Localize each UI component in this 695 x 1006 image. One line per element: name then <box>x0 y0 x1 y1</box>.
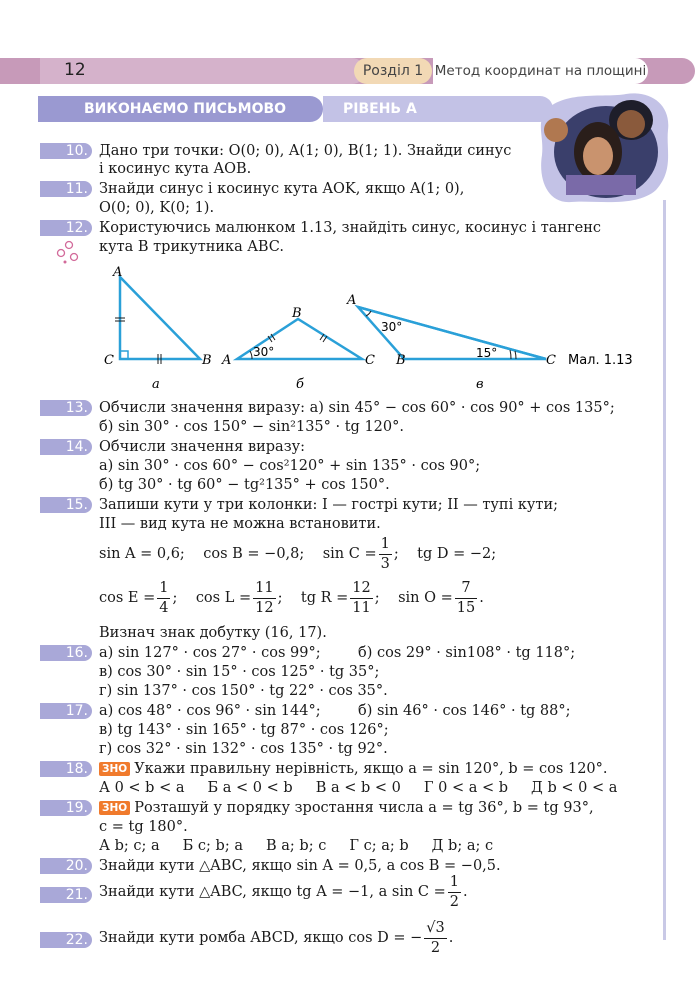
page-header <box>0 58 695 84</box>
problem-text: а) sin 127° · cos 27° · cos 99°; <box>99 645 321 661</box>
answer-options: А b; c; a Б c; b; a В a; b; c Г c; a; b Д b; a; c <box>99 838 494 854</box>
problem-number: 22. <box>40 932 92 948</box>
fraction: $\frac{√3}{2}$ <box>426 919 445 956</box>
problem-text: Запиши кути у три колонки: I — гострі кути; II — тупі кути; <box>99 497 559 513</box>
answer-options: А 0 < b < a Б a < 0 < b В a < b < 0 Г 0 < a < b Д b < 0 < a <box>99 780 618 796</box>
vertex-label: C <box>365 353 375 368</box>
angle-label: 30° <box>381 320 403 334</box>
problem-number: 12. <box>40 220 92 236</box>
problem-text: Знайди синус і косинус кута AOK, якщо A(1; 0), <box>99 181 465 197</box>
section-label: Розділ 1 <box>354 58 432 84</box>
figure-triangles <box>100 262 660 397</box>
subfigure-label: в <box>476 377 484 392</box>
zno-badge: ЗНО <box>99 801 130 815</box>
problem-text: Дано три точки: O(0; 0), A(1; 0), B(1; 1). Знайди синус <box>99 143 512 159</box>
zno-badge: ЗНО <box>99 762 130 776</box>
vertex-label: A <box>347 293 357 308</box>
expr: sin C = <box>322 546 377 562</box>
problem-number: 15. <box>40 497 92 513</box>
problem-text: а) cos 48° · cos 96° · sin 144°; <box>99 703 321 719</box>
problem-number: 20. <box>40 858 92 874</box>
problem-text: Знайди кути ромба ABCD, якщо cos D = − $\frac{√3}{2}$ . <box>99 919 454 956</box>
problem-number: 13. <box>40 400 92 416</box>
instruction-text: Визнач знак добутку (16, 17). <box>99 625 327 641</box>
vertex-label: B <box>202 353 212 368</box>
problem-text: III — вид кута не можна встановити. <box>99 516 381 532</box>
problem-text: в) cos 30° · sin 15° · cos 125° · tg 35°; <box>99 664 380 680</box>
p15-row2: cos E = $\frac{1}{4}$ ; cos L = $\frac{11}{12}$ ; tg R = $\frac{12}{11}$ ; sin O = $\frac{7}{15}$ . <box>99 579 484 616</box>
vertex-label: B <box>396 353 406 368</box>
page-number: 12 <box>64 60 86 80</box>
fraction: $\frac{1}{3}$ <box>380 535 390 572</box>
fraction: $\frac{12}{11}$ <box>352 579 371 616</box>
problem-text: і косинус кута AOB. <box>99 161 252 177</box>
fraction: $\frac{7}{15}$ <box>456 579 476 616</box>
problem-number: 19. <box>40 800 92 816</box>
problem-number: 10. <box>40 143 92 159</box>
problem-text: б) sin 30° · cos 150° − sin²135° · tg 120°. <box>99 419 404 435</box>
problem-number: 14. <box>40 439 92 455</box>
margin-line <box>663 200 666 940</box>
figure-caption: Мал. 1.13 <box>568 353 633 368</box>
fraction: $\frac{1}{4}$ <box>159 579 169 616</box>
expr: tg D = −2; <box>417 546 497 562</box>
banner-title: ВИКОНАЄМО ПИСЬМОВО <box>38 96 323 122</box>
problem-text: г) cos 32° · sin 132° · cos 135° · tg 92°. <box>99 741 388 757</box>
problem-text: б) sin 46° · cos 146° · tg 88°; <box>358 703 571 719</box>
problem-text: Обчисли значення виразу: а) sin 45° − cos 60° · cos 90° + cos 135°; <box>99 400 615 416</box>
expr: sin A = 0,6; <box>99 546 185 562</box>
problem-text: Обчисли значення виразу: <box>99 439 306 455</box>
problem-text: в) tg 143° · sin 165° · tg 87° · cos 126°; <box>99 722 389 738</box>
vertex-label: C <box>104 353 114 368</box>
students-photo <box>536 90 674 208</box>
problem-text: Знайди кути △ABC, якщо sin A = 0,5, а cos B = −0,5. <box>99 858 501 874</box>
vertex-label: C <box>546 353 556 368</box>
problem-number: 17. <box>40 703 92 719</box>
problem-number: 21. <box>40 887 92 903</box>
problem-text: б) cos 29° · sin108° · tg 118°; <box>358 645 576 661</box>
vertex-label: A <box>222 353 232 368</box>
p15-row1: sin A = 0,6; cos B = −0,8; sin C = $\frac{1}{3}$ ; tg D = −2; <box>99 535 497 572</box>
header-left-bar <box>40 58 365 84</box>
problem-text: кута B трикутника ABC. <box>99 239 284 255</box>
problem-text: ЗНО Укажи правильну нерівність, якщо a = sin 120°, b = cos 120°. <box>99 760 608 778</box>
subfigure-label: а <box>152 377 160 392</box>
problem-text: Користуючись малюнком 1.13, знайдіть синус, косинус і тангенс <box>99 220 602 236</box>
problem-number: 16. <box>40 645 92 661</box>
problem-number: 18. <box>40 761 92 777</box>
chapter-title: Метод координат на площині <box>433 58 648 84</box>
subfigure-label: б <box>296 377 304 392</box>
angle-label: 30° <box>253 345 275 359</box>
problem-text: ЗНО Розташуй у порядку зростання числа a = tg 36°, b = tg 93°, <box>99 799 594 817</box>
problem-text: г) sin 137° · cos 150° · tg 22° · cos 35°. <box>99 683 388 699</box>
fraction: $\frac{11}{12}$ <box>255 579 274 616</box>
problem-text: O(0; 0), K(0; 1). <box>99 200 215 216</box>
vertex-label: A <box>113 265 123 280</box>
problem-text: c = tg 180°. <box>99 819 188 835</box>
fraction: $\frac{1}{2}$ <box>449 873 459 910</box>
expr: cos B = −0,8; <box>203 546 305 562</box>
problem-number: 11. <box>40 181 92 197</box>
discussion-icon <box>55 240 81 266</box>
level-label: РІВЕНЬ А <box>323 96 553 122</box>
problem-text: б) tg 30° · tg 60° − tg²135° + cos 150°. <box>99 477 390 493</box>
problem-text: а) sin 30° · cos 60° − cos²120° + sin 135° · cos 90°; <box>99 458 481 474</box>
vertex-label: B <box>292 306 302 321</box>
problem-text: Знайди кути △ABC, якщо tg A = −1, а sin C = $\frac{1}{2}$ . <box>99 873 468 910</box>
angle-label: 15° <box>476 346 498 360</box>
